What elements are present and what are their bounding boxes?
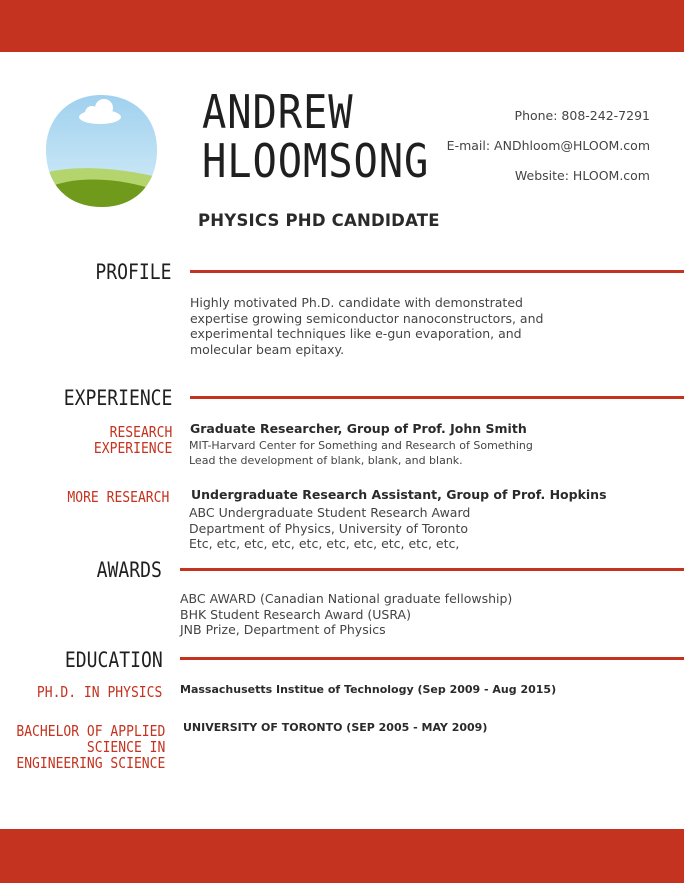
- profile-text: Highly motivated Ph.D. candidate with demonstrated expertise growing semiconductor nanoconstructors, and experimental techniques like e-gun evaporation, and molecular beam epitaxy.: [190, 295, 544, 357]
- award-item: JNB Prize, Department of Physics: [180, 622, 386, 637]
- contact-info: [447, 108, 650, 198]
- education-heading: EDUCATION: [65, 648, 163, 672]
- education-school-mit: Massachusetts Institue of Technology (Sep 2009 - Aug 2015): [180, 683, 557, 696]
- bottom-banner: [0, 829, 684, 883]
- award-item: ABC AWARD (Canadian National graduate fellowship): [180, 591, 513, 606]
- experience-role-undergrad: Undergraduate Research Assistant, Group of Prof. Hopkins: [191, 487, 607, 502]
- contact-phone: Phone: 808-242-7291: [514, 108, 650, 123]
- experience-label-research: RESEARCH EXPERIENCE: [93, 423, 172, 457]
- experience-label-more: MORE RESEARCH: [67, 488, 169, 506]
- education-label-bachelor: BACHELOR OF APPLIED SCIENCE IN ENGINEERING SCIENCE: [16, 722, 165, 772]
- profile-heading: PROFILE: [95, 260, 172, 284]
- education-school-toronto: UNIVERSITY OF TORONTO (SEP 2005 - MAY 2009): [183, 721, 488, 734]
- candidate-title: PHYSICS PHD CANDIDATE: [198, 211, 440, 230]
- contact-email: E-mail: ANDhloom@HLOOM.com: [446, 138, 650, 153]
- experience-details-graduate: MIT-Harvard Center for Something and Research of Something Lead the development of blank, blank, and blank.: [189, 439, 533, 467]
- experience-details-undergrad: ABC Undergraduate Student Research Award Department of Physics, University of Toronto Etc, etc, etc, etc, etc, etc, etc, etc, etc, etc,: [189, 505, 471, 551]
- experience-role-graduate: Graduate Researcher, Group of Prof. John Smith: [190, 421, 527, 436]
- education-label-phd: PH.D. IN PHYSICS: [36, 683, 162, 701]
- education-rule: [180, 657, 684, 660]
- top-banner: [0, 0, 684, 52]
- awards-heading: AWARDS: [96, 558, 162, 582]
- experience-heading: EXPERIENCE: [63, 386, 172, 410]
- contact-website: Website: HLOOM.com: [514, 168, 650, 183]
- name-first: ANDREW: [202, 85, 354, 139]
- awards-rule: [180, 568, 684, 571]
- candidate-name: [202, 85, 430, 188]
- experience-rule: [190, 396, 684, 399]
- award-item: BHK Student Research Award (USRA): [180, 606, 411, 622]
- profile-rule: [190, 270, 684, 273]
- name-last: HLOOMSONG: [202, 134, 430, 188]
- avatar: [44, 93, 158, 209]
- awards-list: [180, 591, 512, 638]
